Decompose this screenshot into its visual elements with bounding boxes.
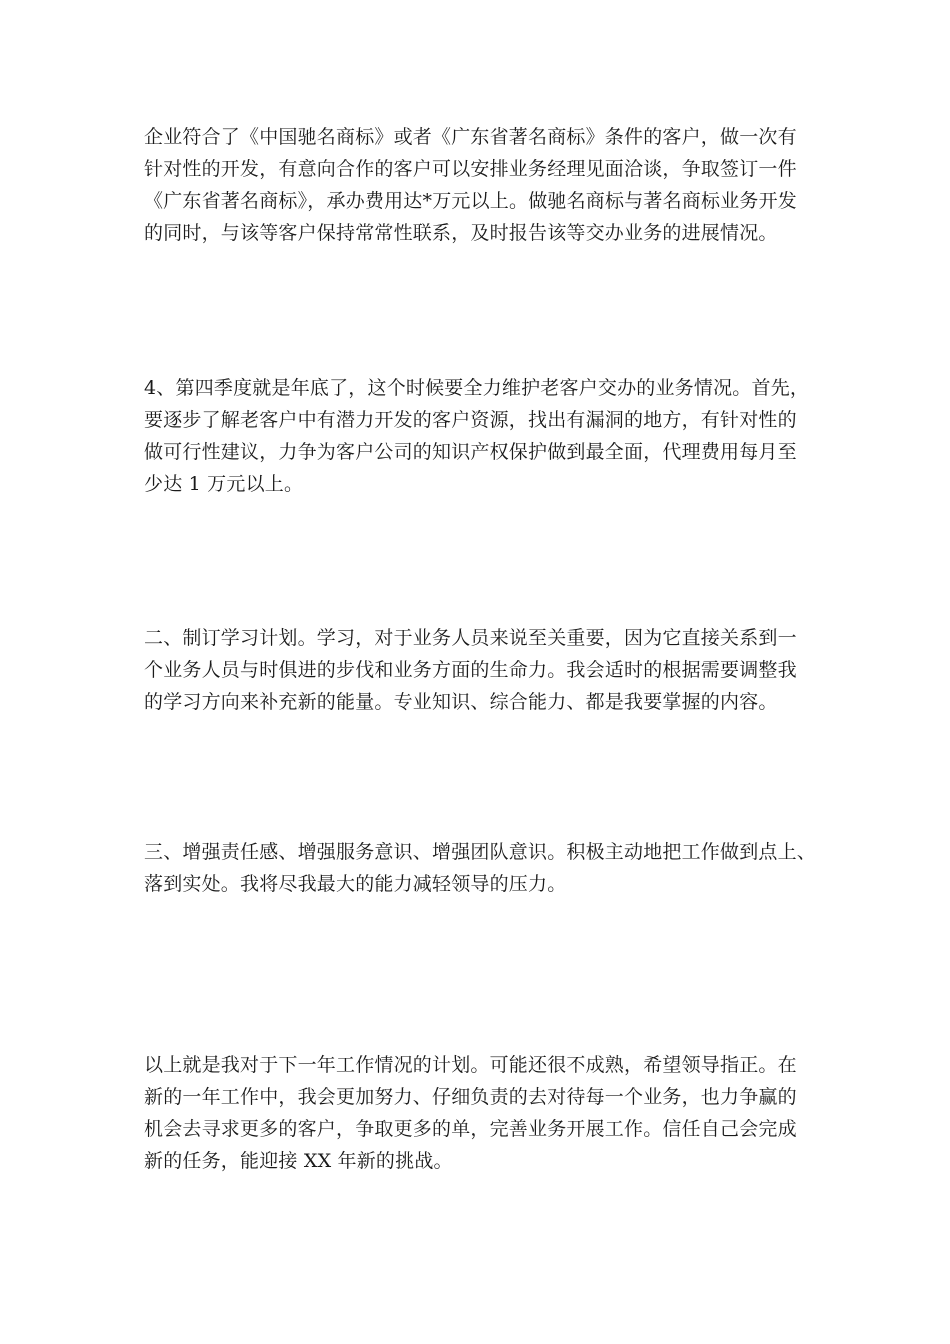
text-line: 落到实处。我将尽我最大的能力减轻领导的压力。 [144,873,567,895]
text-line: 的同时，与该等客户保持常常性联系，及时报告该等交办业务的进展情况。 [144,222,778,244]
text-line: 针对性的开发，有意向合作的客户可以安排业务经理见面洽谈，争取签订一件 [144,158,797,180]
text-line: 机会去寻求更多的客户，争取更多的单，完善业务开展工作。信任自己会完成 [144,1118,797,1140]
paragraph-study-plan [144,622,824,718]
text-line: 以上就是我对于下一年工作情况的计划。可能还很不成熟，希望领导指正。在 [144,1054,797,1076]
text-line: 三、增强责任感、增强服务意识、增强团队意识。积极主动地把工作做到点上、 [144,841,817,863]
text-line: 个业务人员与时俱进的步伐和业务方面的生命力。我会适时的根据需要调整我 [144,659,797,681]
text-line: 少达 1 万元以上。 [144,473,304,495]
paragraph-trademark-development [144,121,824,249]
text-line: 企业符合了《中国驰名商标》或者《广东省著名商标》条件的客户，做一次有 [144,126,797,148]
text-line: 《广东省著名商标》，承办费用达*万元以上。做驰名商标与著名商标业务开发 [144,190,798,212]
text-line: 要逐步了解老客户中有潜力开发的客户资源，找出有漏洞的地方，有针对性的 [144,409,797,431]
paragraph-conclusion [144,1049,824,1177]
text-line: 新的任务，能迎接 XX 年新的挑战。 [144,1150,453,1172]
text-line: 4、第四季度就是年底了，这个时候要全力维护老客户交办的业务情况。首先， [144,377,810,399]
paragraph-fourth-quarter [144,372,824,500]
text-line: 做可行性建议，力争为客户公司的知识产权保护做到最全面，代理费用每月至 [144,441,797,463]
text-line: 新的一年工作中，我会更加努力、仔细负责的去对待每一个业务，也力争赢的 [144,1086,797,1108]
paragraph-responsibility [144,836,824,900]
text-line: 二、制订学习计划。学习，对于业务人员来说至关重要，因为它直接关系到一 [144,627,797,649]
text-line: 的学习方向来补充新的能量。专业知识、综合能力、都是我要掌握的内容。 [144,691,778,713]
